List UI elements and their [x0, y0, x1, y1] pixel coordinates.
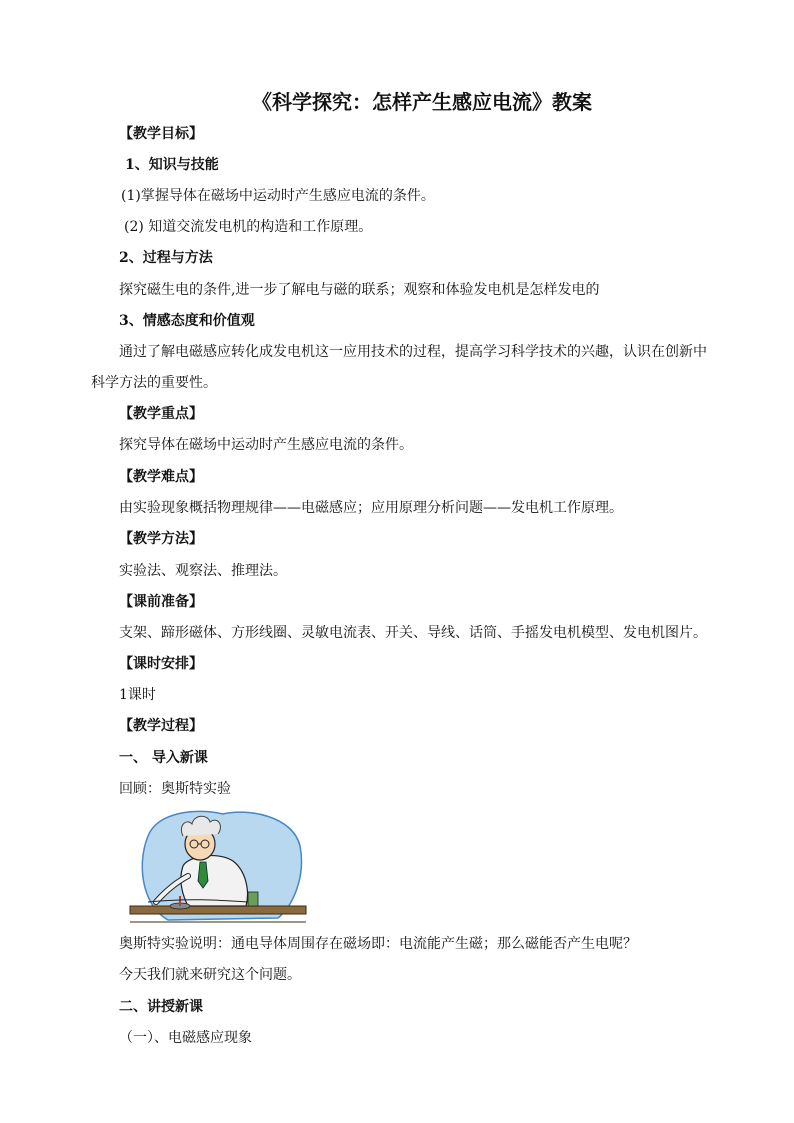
process-explain: 奥斯特实验说明：通电导体周围存在磁场即：电流能产生磁；那么磁能否产生电呢？ [119, 936, 637, 952]
preparation-text: 支架、蹄形磁体、方形线圈、灵敏电流表、开关、导线、话筒、手摇发电机模型、发电机图片。 [119, 625, 707, 641]
methods-text: 实验法、观察法、推理法。 [119, 563, 287, 579]
process-section1: （一）、电磁感应现象 [119, 1030, 252, 1046]
methods-heading: 【教学方法】 [119, 531, 203, 547]
preparation-heading: 【课前准备】 [119, 594, 203, 610]
process-heading: 【教学过程】 [119, 718, 203, 734]
process-today: 今天我们就来研究这个问题。 [119, 967, 301, 983]
key-points-text: 探究导体在磁场中运动时产生感应电流的条件。 [119, 437, 413, 453]
schedule-heading: 【课时安排】 [119, 656, 203, 672]
objectives-item2: (2) 知道交流发电机的构造和工作原理。 [124, 219, 373, 235]
difficulties-heading: 【教学难点】 [119, 469, 203, 485]
process-part2: 二、讲授新课 [119, 999, 203, 1015]
oersted-experiment-illustration [128, 806, 308, 928]
document-title: 《科学探究：怎样产生感应电流》教案 [252, 90, 592, 114]
objectives-sub2: 2、过程与方法 [119, 250, 213, 266]
difficulties-text: 由实验现象概括物理规律——电磁感应；应用原理分析问题——发电机工作原理。 [119, 500, 623, 516]
objectives-sub1: 1、知识与技能 [125, 157, 219, 173]
schedule-text: 1课时 [119, 687, 156, 703]
objectives-heading: 【教学目标】 [119, 126, 203, 142]
objectives-text3b: 科学方法的重要性。 [91, 375, 217, 391]
process-review: 回顾：奥斯特实验 [119, 781, 231, 797]
objectives-text2: 探究磁生电的条件,进一步了解电与磁的联系；观察和体验发电机是怎样发电的 [119, 282, 600, 298]
objectives-sub3: 3、情感态度和价值观 [119, 313, 255, 329]
objectives-item1: (1)掌握导体在磁场中运动时产生感应电流的条件。 [121, 188, 435, 204]
process-part1: 一、 导入新课 [119, 750, 208, 766]
objectives-text3a: 通过了解电磁感应转化成发电机这一应用技术的过程，提高学习科学技术的兴趣，认识在创新中 [119, 344, 707, 360]
key-points-heading: 【教学重点】 [119, 406, 203, 422]
